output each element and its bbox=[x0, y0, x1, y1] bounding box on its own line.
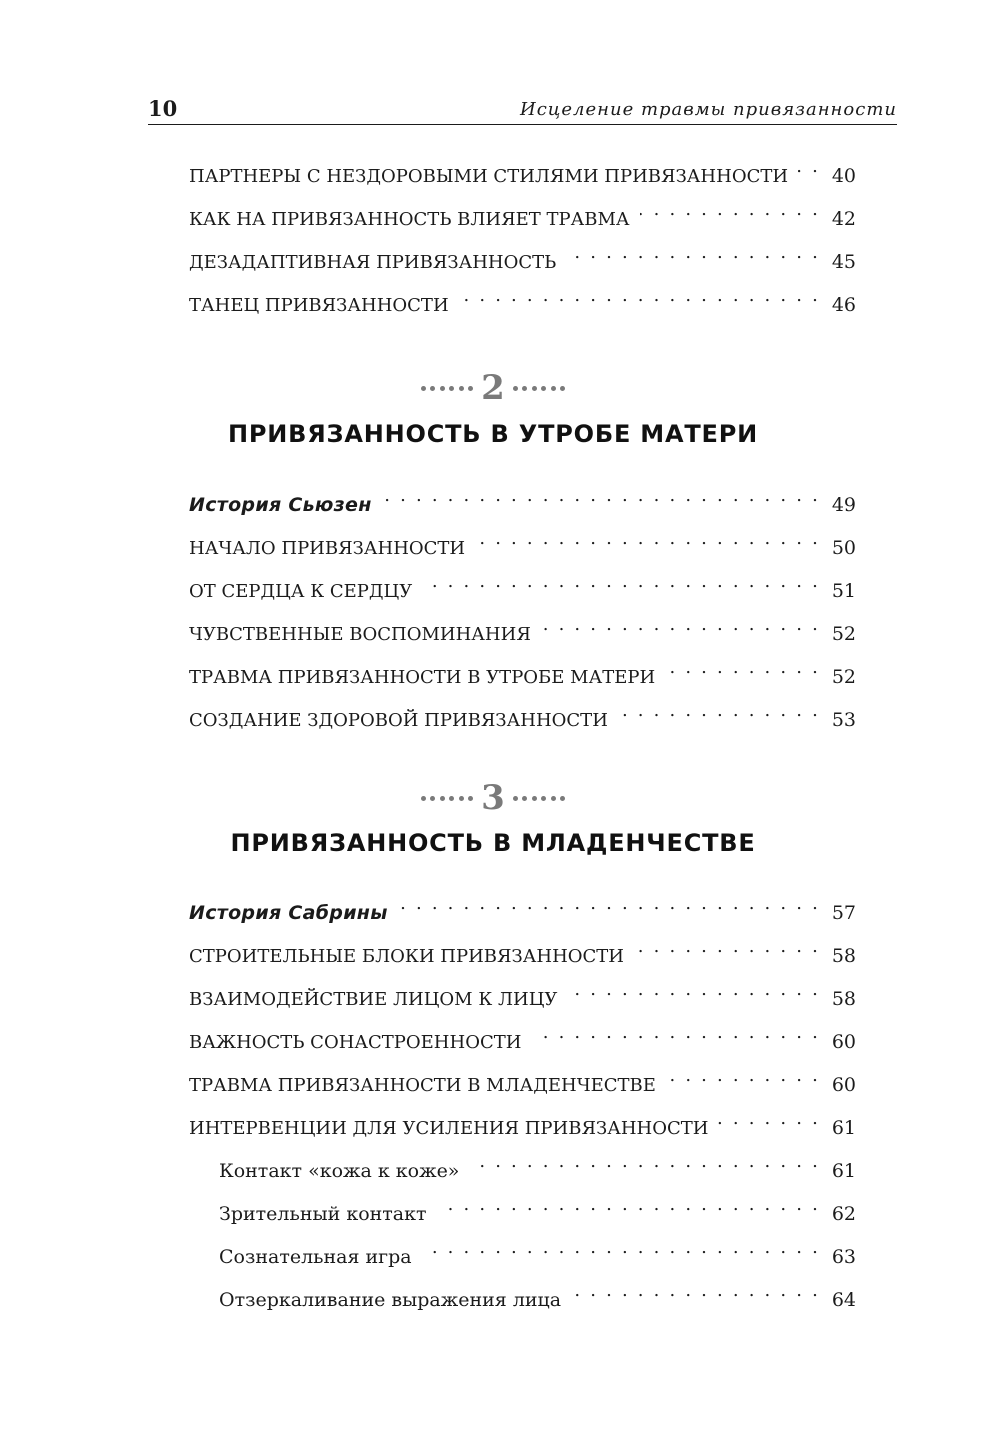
toc-entry-title: ОТ СЕРДЦА К СЕРДЦУ bbox=[189, 581, 413, 602]
toc-entry[interactable] bbox=[189, 567, 856, 602]
toc-entry-page: 46 bbox=[831, 294, 856, 316]
toc-entry-title: ВЗАИМОДЕЙСТВИЕ ЛИЦОМ К ЛИЦУ bbox=[189, 989, 558, 1010]
toc-entry-page: 50 bbox=[831, 537, 856, 559]
page-header bbox=[148, 96, 897, 125]
dot-ornament bbox=[560, 796, 565, 801]
dot-ornament bbox=[541, 386, 546, 391]
dot-leader bbox=[566, 238, 820, 268]
toc-entry[interactable] bbox=[189, 932, 856, 967]
toc-entry[interactable] bbox=[189, 975, 856, 1010]
dot-ornament bbox=[430, 386, 435, 391]
toc-entry-page: 52 bbox=[831, 623, 856, 645]
toc-entry-title: История Сабрины bbox=[189, 902, 388, 924]
toc-entry-title: СТРОИТЕЛЬНЫЕ БЛОКИ ПРИВЯЗАННОСТИ bbox=[189, 946, 625, 967]
toc-entry-title: Зрительный контакт bbox=[219, 1203, 427, 1225]
dot-ornament bbox=[468, 386, 473, 391]
page-number: 10 bbox=[148, 96, 178, 121]
dot-leader bbox=[422, 1233, 820, 1263]
dot-leader bbox=[718, 1104, 820, 1134]
dot-ornament bbox=[459, 796, 464, 801]
dot-ornament bbox=[440, 386, 445, 391]
toc-entry-page: 58 bbox=[831, 988, 856, 1010]
toc-entry[interactable] bbox=[189, 281, 856, 316]
toc-entry[interactable] bbox=[189, 238, 856, 273]
toc-entry-title: ПАРТНЕРЫ С НЕЗДОРОВЫМИ СТИЛЯМИ ПРИВЯЗАННОСТИ bbox=[189, 166, 789, 187]
dot-ornament bbox=[522, 796, 527, 801]
marker-dots-left bbox=[421, 386, 474, 391]
dot-ornament bbox=[440, 796, 445, 801]
toc-entry-title: ДЕЗАДАПТИВНАЯ ПРИВЯЗАННОСТЬ bbox=[189, 252, 557, 273]
toc-entry-page: 63 bbox=[831, 1246, 856, 1268]
dot-leader bbox=[437, 1190, 820, 1220]
toc-subentry[interactable] bbox=[219, 1276, 856, 1311]
toc-entry-page: 42 bbox=[831, 208, 856, 230]
dot-ornament bbox=[513, 796, 518, 801]
toc-entry-page: 64 bbox=[831, 1289, 856, 1311]
toc-entry-title: ЧУВСТВЕННЫЕ ВОСПОМИНАНИЯ bbox=[189, 624, 531, 645]
toc-entry-page: 45 bbox=[831, 251, 856, 273]
dot-ornament bbox=[551, 796, 556, 801]
chapter-title: ПРИВЯЗАННОСТЬ В УТРОБЕ МАТЕРИ bbox=[227, 420, 759, 448]
running-title: Исцеление травмы привязанности bbox=[520, 99, 897, 120]
toc-entry-title: НАЧАЛО ПРИВЯЗАННОСТИ bbox=[189, 538, 466, 559]
toc-entry-title: Сознательная игра bbox=[219, 1246, 412, 1268]
toc-entry-title: Контакт «кожа к коже» bbox=[219, 1160, 460, 1182]
dot-leader bbox=[666, 1061, 820, 1091]
dot-leader bbox=[531, 1018, 820, 1048]
dot-ornament bbox=[430, 796, 435, 801]
toc-entry-page: 61 bbox=[831, 1160, 856, 1182]
dot-leader bbox=[469, 1147, 820, 1177]
toc-subentry[interactable] bbox=[219, 1190, 856, 1225]
dot-ornament bbox=[532, 796, 537, 801]
toc-subentry[interactable] bbox=[219, 1233, 856, 1268]
dot-ornament bbox=[468, 796, 473, 801]
toc-entry[interactable] bbox=[189, 1018, 856, 1053]
chapter-marker bbox=[0, 776, 986, 820]
chapter-title: ПРИВЯЗАННОСТЬ В МЛАДЕНЧЕСТВЕ bbox=[230, 829, 756, 857]
toc-entry-title: ТРАВМА ПРИВЯЗАННОСТИ В УТРОБЕ МАТЕРИ bbox=[189, 667, 656, 688]
toc-entry-title: КАК НА ПРИВЯЗАННОСТЬ ВЛИЯЕТ ТРАВМА bbox=[189, 209, 630, 230]
toc-entry[interactable] bbox=[189, 1061, 856, 1096]
dot-leader bbox=[398, 889, 820, 919]
dot-ornament bbox=[560, 386, 565, 391]
dot-leader bbox=[382, 481, 820, 511]
toc-entry[interactable] bbox=[189, 653, 856, 688]
toc-entry-title: ВАЖНОСТЬ СОНАСТРОЕННОСТИ bbox=[189, 1032, 522, 1053]
toc-entry-page: 52 bbox=[831, 666, 856, 688]
dot-ornament bbox=[551, 386, 556, 391]
toc-entry-title: ТАНЕЦ ПРИВЯЗАННОСТИ bbox=[189, 295, 449, 316]
dot-ornament bbox=[449, 796, 454, 801]
dot-leader bbox=[422, 567, 820, 597]
dot-leader bbox=[541, 610, 820, 640]
toc-entry[interactable] bbox=[189, 195, 856, 230]
chapter-marker bbox=[0, 366, 986, 410]
toc-entry-title: СОЗДАНИЕ ЗДОРОВОЙ ПРИВЯЗАННОСТИ bbox=[189, 710, 608, 731]
dot-leader bbox=[459, 281, 820, 311]
toc-entry-page: 40 bbox=[831, 165, 856, 187]
toc-entry-title: ИНТЕРВЕНЦИИ ДЛЯ УСИЛЕНИЯ ПРИВЯЗАННОСТИ bbox=[189, 1118, 709, 1139]
toc-entry-page: 60 bbox=[831, 1031, 856, 1053]
marker-dots-right bbox=[513, 386, 566, 391]
dot-ornament bbox=[421, 386, 426, 391]
toc-entry-page: 62 bbox=[831, 1203, 856, 1225]
toc-entry-page: 57 bbox=[831, 902, 856, 924]
chapter-number: 3 bbox=[481, 778, 505, 818]
dot-ornament bbox=[421, 796, 426, 801]
toc-entry[interactable] bbox=[189, 1104, 856, 1139]
dot-leader bbox=[640, 195, 820, 225]
toc-entry-page: 53 bbox=[831, 709, 856, 731]
dot-ornament bbox=[459, 386, 464, 391]
toc-entry-story[interactable] bbox=[189, 889, 856, 924]
toc-entry-page: 61 bbox=[831, 1117, 856, 1139]
dot-leader bbox=[571, 1276, 820, 1306]
toc-entry-page: 58 bbox=[831, 945, 856, 967]
dot-ornament bbox=[541, 796, 546, 801]
toc-entry-page: 51 bbox=[831, 580, 856, 602]
dot-ornament bbox=[513, 386, 518, 391]
toc-subentry[interactable] bbox=[219, 1147, 856, 1182]
dot-leader bbox=[567, 975, 820, 1005]
toc-entry-page: 49 bbox=[831, 494, 856, 516]
chapter-number: 2 bbox=[481, 368, 505, 408]
marker-dots-right bbox=[513, 796, 566, 801]
dot-leader bbox=[618, 696, 820, 726]
dot-ornament bbox=[532, 386, 537, 391]
toc-entry[interactable] bbox=[189, 524, 856, 559]
dot-leader bbox=[798, 152, 820, 182]
dot-leader bbox=[475, 524, 820, 554]
toc-entry-title: ТРАВМА ПРИВЯЗАННОСТИ В МЛАДЕНЧЕСТВЕ bbox=[189, 1075, 656, 1096]
toc-entry[interactable] bbox=[189, 610, 856, 645]
toc-entry-story[interactable] bbox=[189, 481, 856, 516]
marker-dots-left bbox=[421, 796, 474, 801]
toc-entry[interactable] bbox=[189, 152, 856, 187]
dot-leader bbox=[634, 932, 820, 962]
toc-entry-page: 60 bbox=[831, 1074, 856, 1096]
dot-leader bbox=[665, 653, 820, 683]
toc-entry[interactable] bbox=[189, 696, 856, 731]
dot-ornament bbox=[449, 386, 454, 391]
dot-ornament bbox=[522, 386, 527, 391]
toc-entry-title: Отзеркаливание выражения лица bbox=[219, 1289, 562, 1311]
toc-entry-title: История Сьюзен bbox=[189, 494, 372, 516]
